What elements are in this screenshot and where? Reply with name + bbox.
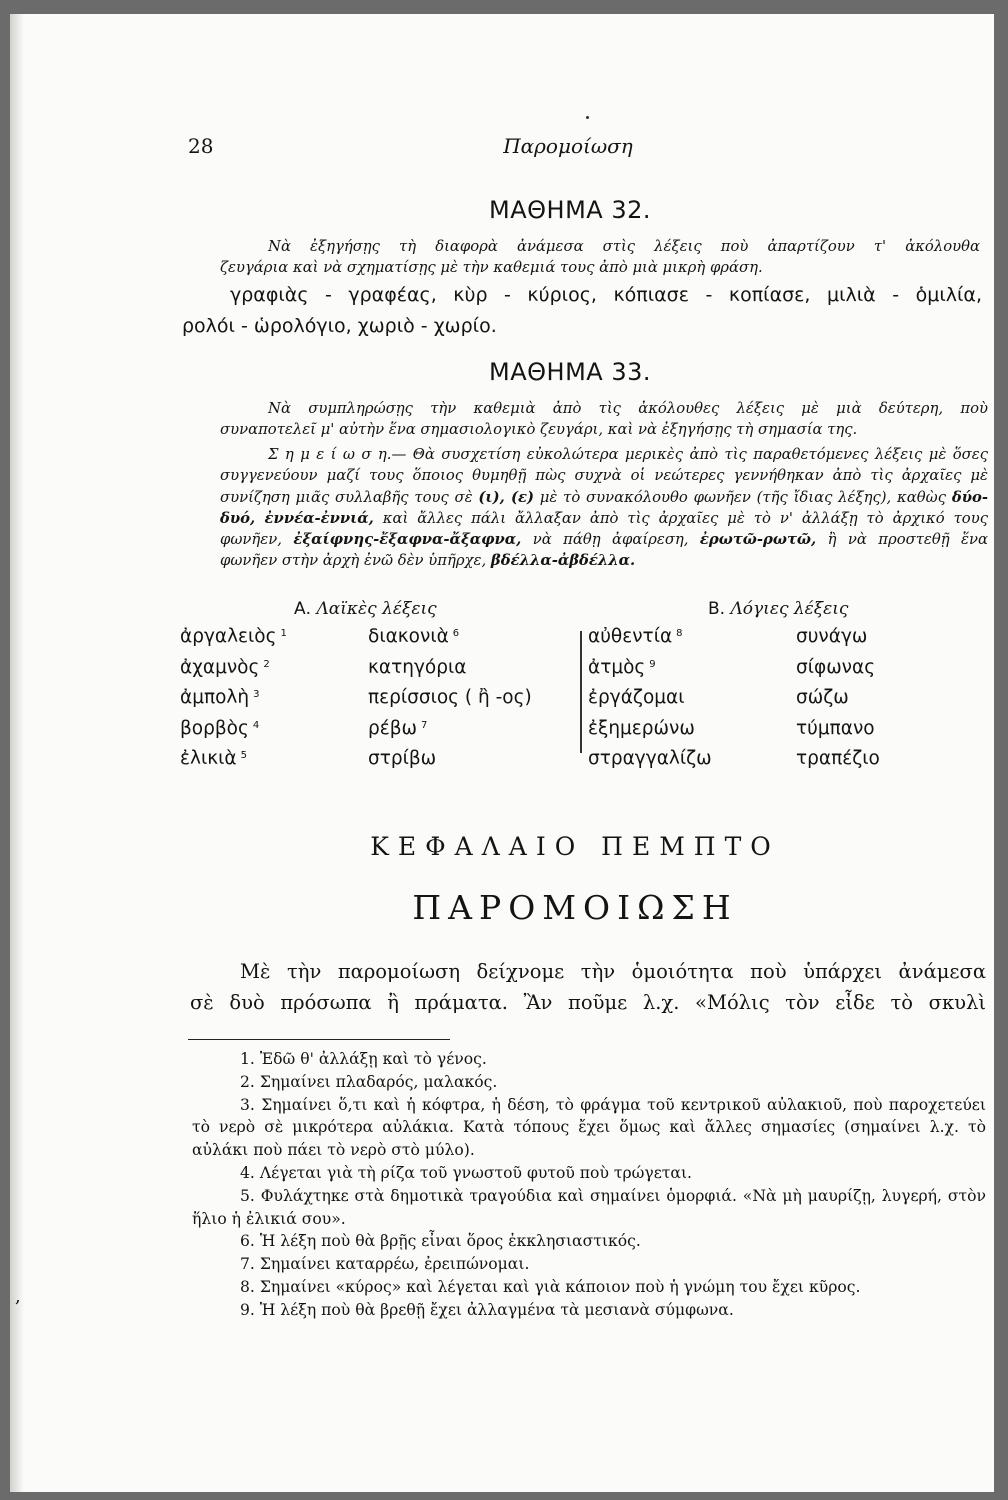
page-number: 28 xyxy=(188,134,214,158)
footnote-text: Σημαίνει ὅ,τι καὶ ἡ κόφτρα, ἡ δέση, τὸ φράγμα τοῦ κεντρικοῦ αὐλακιοῦ, ποὺ παροχετεύει τὸ νερὸ σὲ μικρότερα αὐλάκια. Κατὰ τόπους ἔχει ὅμως καὶ ἄλλες σημασίες (σημαίνει λ.χ. τὸ αὐλάκι ποὺ πάει τὸ νερὸ στὸ μύλο). xyxy=(192,1095,986,1160)
group-a-letter: Α. xyxy=(294,599,312,619)
note-bold-4: ἐρωτῶ-ρωτῶ, xyxy=(699,531,817,549)
footnote-ref: 1 xyxy=(280,628,287,639)
group-a-title: Λαϊκὲς λέξεις xyxy=(316,599,437,619)
group-b-letter: Β. xyxy=(708,599,726,619)
list-item xyxy=(180,651,287,682)
note-text-3: καὶ ἄλλες πάλι ἄλλαξαν ἀπὸ τὶς ἀρχαῖες μὲ τὸ ν' ἀλλάξῃ τὸ ἀρχικό τους φωνῆεν, xyxy=(220,509,988,549)
group-b-title: Λόγιες λέξεις xyxy=(730,599,849,619)
ink-speck xyxy=(586,116,589,119)
lesson-32-words-line-1: γραφιὰς - γραφέας, κὺρ - κύριος, κόπιασε - κοπίασε, μιλιὰ - ὁμιλία, xyxy=(230,284,982,306)
footnote-ref: 6 xyxy=(452,628,460,639)
footnote-text: Σημαίνει καταρρέω, ἐρειπώνομαι. xyxy=(259,1255,530,1274)
group-b-heading xyxy=(708,599,848,619)
list-item xyxy=(796,681,884,712)
footnote-ref: 7 xyxy=(421,719,428,731)
word: ἀτμὸς xyxy=(588,656,646,678)
list-item xyxy=(588,681,716,712)
lesson-32-instruction xyxy=(220,236,980,278)
list-item xyxy=(796,651,884,682)
group-a-column-1 xyxy=(180,620,287,773)
list-item xyxy=(588,712,716,743)
body-line-1: Μὲ τὴν παρομοίωση δείχνομε τὴν ὁμοιότητα ποὺ ὑπάρχει ἀνάμεσα xyxy=(240,960,986,983)
footnote-text: Ἡ λέξη ποὺ θὰ βρῇς εἶναι ὅρος ἐκκλησιαστικός. xyxy=(259,1232,641,1251)
word: στραγγαλίζω xyxy=(588,748,712,769)
word: ἐλικιὰ xyxy=(180,748,237,769)
list-item xyxy=(588,742,716,773)
note-bold-3: ἐξαίφνης-ἔξαφνα-ἄξαφνα, xyxy=(293,531,522,549)
book-page xyxy=(10,14,994,1492)
footnote-ref: 5 xyxy=(240,750,247,761)
footnote-text: Σημαίνει «κύρος» καὶ λέγεται καὶ γιὰ κάποιον ποὺ ἡ γνώμη του ἔχει κῦρος. xyxy=(259,1277,861,1296)
word: αὐθεντία xyxy=(588,626,673,647)
footnote-3 xyxy=(192,1094,986,1162)
word: ρέβω xyxy=(368,717,418,739)
footnote-ref: 8 xyxy=(676,628,683,639)
footnote-number: 8. xyxy=(240,1277,255,1296)
note-bold-1: (ι), (ε) xyxy=(478,488,534,506)
footnote-9 xyxy=(192,1299,986,1322)
margin-mark: , xyxy=(15,1286,21,1307)
footnote-text: Φυλάχτηκε στὰ δημοτικὰ τραγούδια καὶ σημαίνει ὁμορφιά. «Νὰ μὴ μαυρίζῃ, λυγερή, στὸν ἥλιο ἡ ἐλικιά σου». xyxy=(192,1186,986,1228)
footnote-ref: 2 xyxy=(263,658,270,670)
chapter-title: ΠΑΡΟΜΟΙΩΣΗ xyxy=(412,888,738,927)
list-item xyxy=(368,681,536,712)
word: ἀχαμνὸς xyxy=(180,656,260,678)
footnote-5 xyxy=(192,1185,986,1231)
note-text-4: νὰ πάθῃ ἀφαίρεση, xyxy=(532,531,689,549)
footnote-ref: 4 xyxy=(252,719,260,731)
lesson-32-words-line-2: ρολόι - ὡρολόγιο, χωριὸ - χωρίο. xyxy=(182,315,497,337)
lesson-32-instruction-line-1: Νὰ ἐξηγήσῃς τὴ διαφορὰ ἀνάμεσα στὶς λέξεις ποὺ ἀπαρτίζουν τ' ἀκόλουθα xyxy=(268,238,980,255)
list-item xyxy=(368,620,536,651)
word: ἐργάζομαι xyxy=(588,687,685,708)
word: κατηγόρια xyxy=(368,656,467,678)
footnote-number: 2. xyxy=(240,1072,255,1091)
word: διακονιὰ xyxy=(368,626,449,647)
footnote-4 xyxy=(192,1162,986,1185)
footnote-text: Σημαίνει πλαδαρός, μαλακός. xyxy=(259,1072,498,1091)
word: συνάγω xyxy=(796,626,868,647)
chapter-label: ΚΕΦΑΛΑΙΟ ΠΕΜΠΤΟ xyxy=(370,832,780,861)
footnote-number: 1. xyxy=(240,1050,255,1068)
lesson-33-instruction-line-2: συναποτελεῖ μ' αὐτὴν ἕνα σημασιολογικὸ ζευγάρι, καὶ νὰ ἐξηγήσῃς τὴ σημασία της. xyxy=(220,421,858,438)
column-divider xyxy=(580,631,582,753)
word: ἀμπολὴ xyxy=(180,687,250,708)
word: σώζω xyxy=(796,687,849,708)
footnote-number: 3. xyxy=(240,1095,255,1114)
list-item xyxy=(796,712,884,743)
footnote-number: 7. xyxy=(240,1255,255,1274)
note-text-5: ἢ νὰ προστεθῇ ἕνα φωνῆεν στὴν ἀρχὴ ἐνῶ δὲν ὑπῆρχε, xyxy=(220,531,988,570)
lesson-33-note xyxy=(220,444,988,572)
lesson-32-title: ΜΑΘΗΜΑ 32. xyxy=(489,196,651,224)
list-item xyxy=(368,712,536,743)
word: στρίβω xyxy=(368,748,437,769)
list-item xyxy=(180,742,287,773)
footnote-number: 9. xyxy=(240,1300,255,1319)
footnote-7 xyxy=(192,1253,986,1276)
note-bold-5: βδέλλα-ἀβδέλλα. xyxy=(490,552,636,570)
list-item xyxy=(588,651,716,682)
lesson-33-title: ΜΑΘΗΜΑ 33. xyxy=(489,358,651,386)
lesson-33-instruction-line-1: Νὰ συμπληρώσῃς τὴν καθεμιὰ ἀπὸ τὶς ἀκόλουθες λέξεις μὲ μιὰ δεύτερη, ποὺ xyxy=(268,400,988,417)
group-b-column-1 xyxy=(588,620,716,773)
footnotes xyxy=(192,1048,986,1322)
word: σίφωνας xyxy=(796,656,876,678)
list-item xyxy=(588,620,716,651)
page-edge-shadow xyxy=(10,14,24,1492)
footnote-ref: 9 xyxy=(649,658,656,670)
footnote-number: 5. xyxy=(240,1186,255,1205)
note-bold-2: δύο-δυό, ἐννέα-ἐννιά, xyxy=(220,488,988,527)
note-label: Σ η μ ε ί ω σ η. xyxy=(268,446,392,463)
lesson-33-instruction xyxy=(220,398,988,440)
list-item xyxy=(180,712,287,743)
footnote-2 xyxy=(192,1071,986,1094)
list-item xyxy=(180,681,287,712)
note-text-1: — Θὰ συσχετίση εὐκολώτερα μερικὲς ἀπὸ τὶς παραθετόμενες λέξεις μὲ ὅσες συγγενεύουν μαζί τους ὅποιος θυμηθῇ πὼς συχνὰ οἱ νεώτερες γεννήθηκαν ἀπὸ τὶς ἀρχαῖες μὲ συνίζηση μιᾶς συλλαβῆς τους σὲ xyxy=(220,446,988,506)
word: ἐξημερώνω xyxy=(588,717,695,739)
word: ἀργαλειὸς xyxy=(180,626,277,647)
footnote-text: Ἐδῶ θ' ἀλλάξῃ καὶ τὸ γένος. xyxy=(259,1050,487,1068)
word: βορβὸς xyxy=(180,717,249,739)
chapter-body-paragraph xyxy=(190,956,986,1018)
list-item xyxy=(796,620,884,651)
group-a-column-2 xyxy=(368,620,536,773)
lesson-32-word-list xyxy=(182,280,982,342)
word: τραπέζιο xyxy=(796,748,880,769)
footnote-number: 6. xyxy=(240,1232,255,1251)
body-line-2: σὲ δυὸ πρόσωπα ἢ πράματα. Ἂν ποῦμε λ.χ. «Μόλις τὸν εἶδε τὸ σκυλὶ xyxy=(190,991,986,1014)
note-text-2: μὲ τὸ συνακόλουθο φωνῆεν (τῆς ἴδιας λέξης), καθὼς xyxy=(539,488,947,506)
group-a-heading xyxy=(294,599,437,619)
footnote-6 xyxy=(192,1230,986,1253)
list-item xyxy=(180,620,287,651)
lesson-32-instruction-line-2: ζευγάρια καὶ νὰ σχηματίσῃς μὲ τὴν καθεμιά τους ἀπὸ μιὰ μικρὴ φράση. xyxy=(220,259,763,276)
group-b-column-2 xyxy=(796,620,884,773)
footnote-8 xyxy=(192,1276,986,1299)
footnote-rule xyxy=(188,1039,450,1040)
footnote-ref: 3 xyxy=(253,689,260,700)
footnote-text: Ἡ λέξη ποὺ θὰ βρεθῇ ἔχει ἀλλαγμένα τὰ μεσιανὰ σύμφωνα. xyxy=(259,1300,734,1319)
list-item xyxy=(368,651,536,682)
footnote-number: 4. xyxy=(240,1163,255,1182)
list-item xyxy=(368,742,536,773)
footnote-text: Λέγεται γιὰ τὴ ρίζα τοῦ γνωστοῦ φυτοῦ ποὺ τρώγεται. xyxy=(259,1163,693,1182)
footnote-1 xyxy=(192,1048,986,1071)
running-title: Παρομοίωση xyxy=(503,134,633,158)
list-item xyxy=(796,742,884,773)
word: περίσσιος ( ἢ -ος) xyxy=(368,687,532,708)
word: τύμπανο xyxy=(796,717,875,739)
